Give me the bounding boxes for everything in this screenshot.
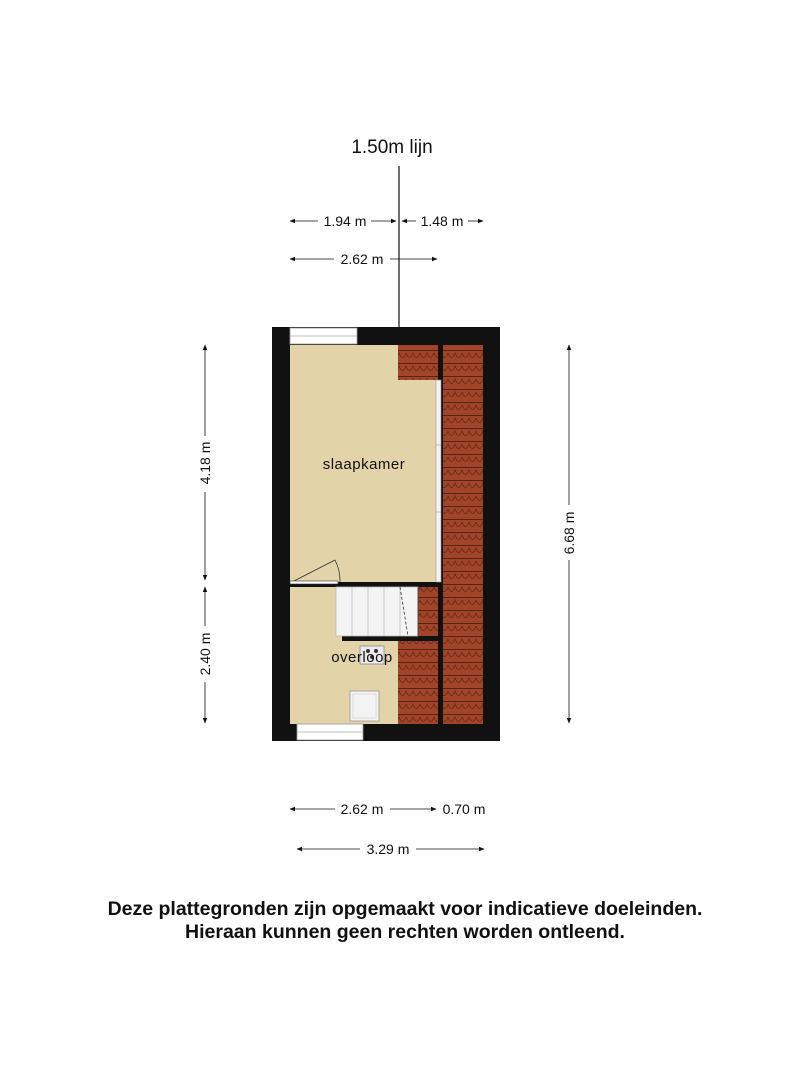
disclaimer-line-2: Hieraan kunnen geen rechten worden ontleend. [185, 921, 625, 943]
appliance-box [350, 691, 379, 721]
svg-text:2.40 m: 2.40 m [197, 632, 213, 676]
dimension-top-left [290, 213, 396, 229]
dimension-bottom-total [297, 841, 484, 857]
line-title: 1.50m lijn [351, 137, 433, 158]
floor-plan [272, 327, 500, 741]
stair-wall [342, 636, 443, 641]
room-label-bedroom: slaapkamer [322, 456, 406, 473]
dimension-top-right [402, 213, 483, 229]
svg-text:2.62 m: 2.62 m [340, 251, 384, 267]
dimension-right-total [561, 345, 577, 723]
svg-text:3.29 m: 3.29 m [366, 841, 410, 857]
roof-tiles-right [443, 345, 483, 724]
roof-tiles-top [398, 345, 438, 380]
dimension-bottom-right [443, 801, 486, 817]
svg-text:6.68 m: 6.68 m [561, 511, 577, 555]
wall-window [436, 380, 441, 582]
svg-text:0.70 m: 0.70 m [442, 801, 486, 817]
svg-text:1.94 m: 1.94 m [323, 213, 367, 229]
dimension-top-total [290, 251, 437, 267]
dimension-left-upper [197, 345, 213, 580]
svg-text:1.48 m: 1.48 m [420, 213, 464, 229]
svg-text:2.62 m: 2.62 m [340, 801, 384, 817]
svg-text:4.18 m: 4.18 m [197, 441, 213, 485]
dimension-bottom-left [290, 801, 436, 817]
room-label-landing: overloop [331, 649, 393, 666]
disclaimer-line-1: Deze plattegronden zijn opgemaakt voor indicatieve doeleinden. [107, 898, 703, 920]
staircase [336, 587, 418, 636]
dimension-left-lower [197, 587, 213, 723]
